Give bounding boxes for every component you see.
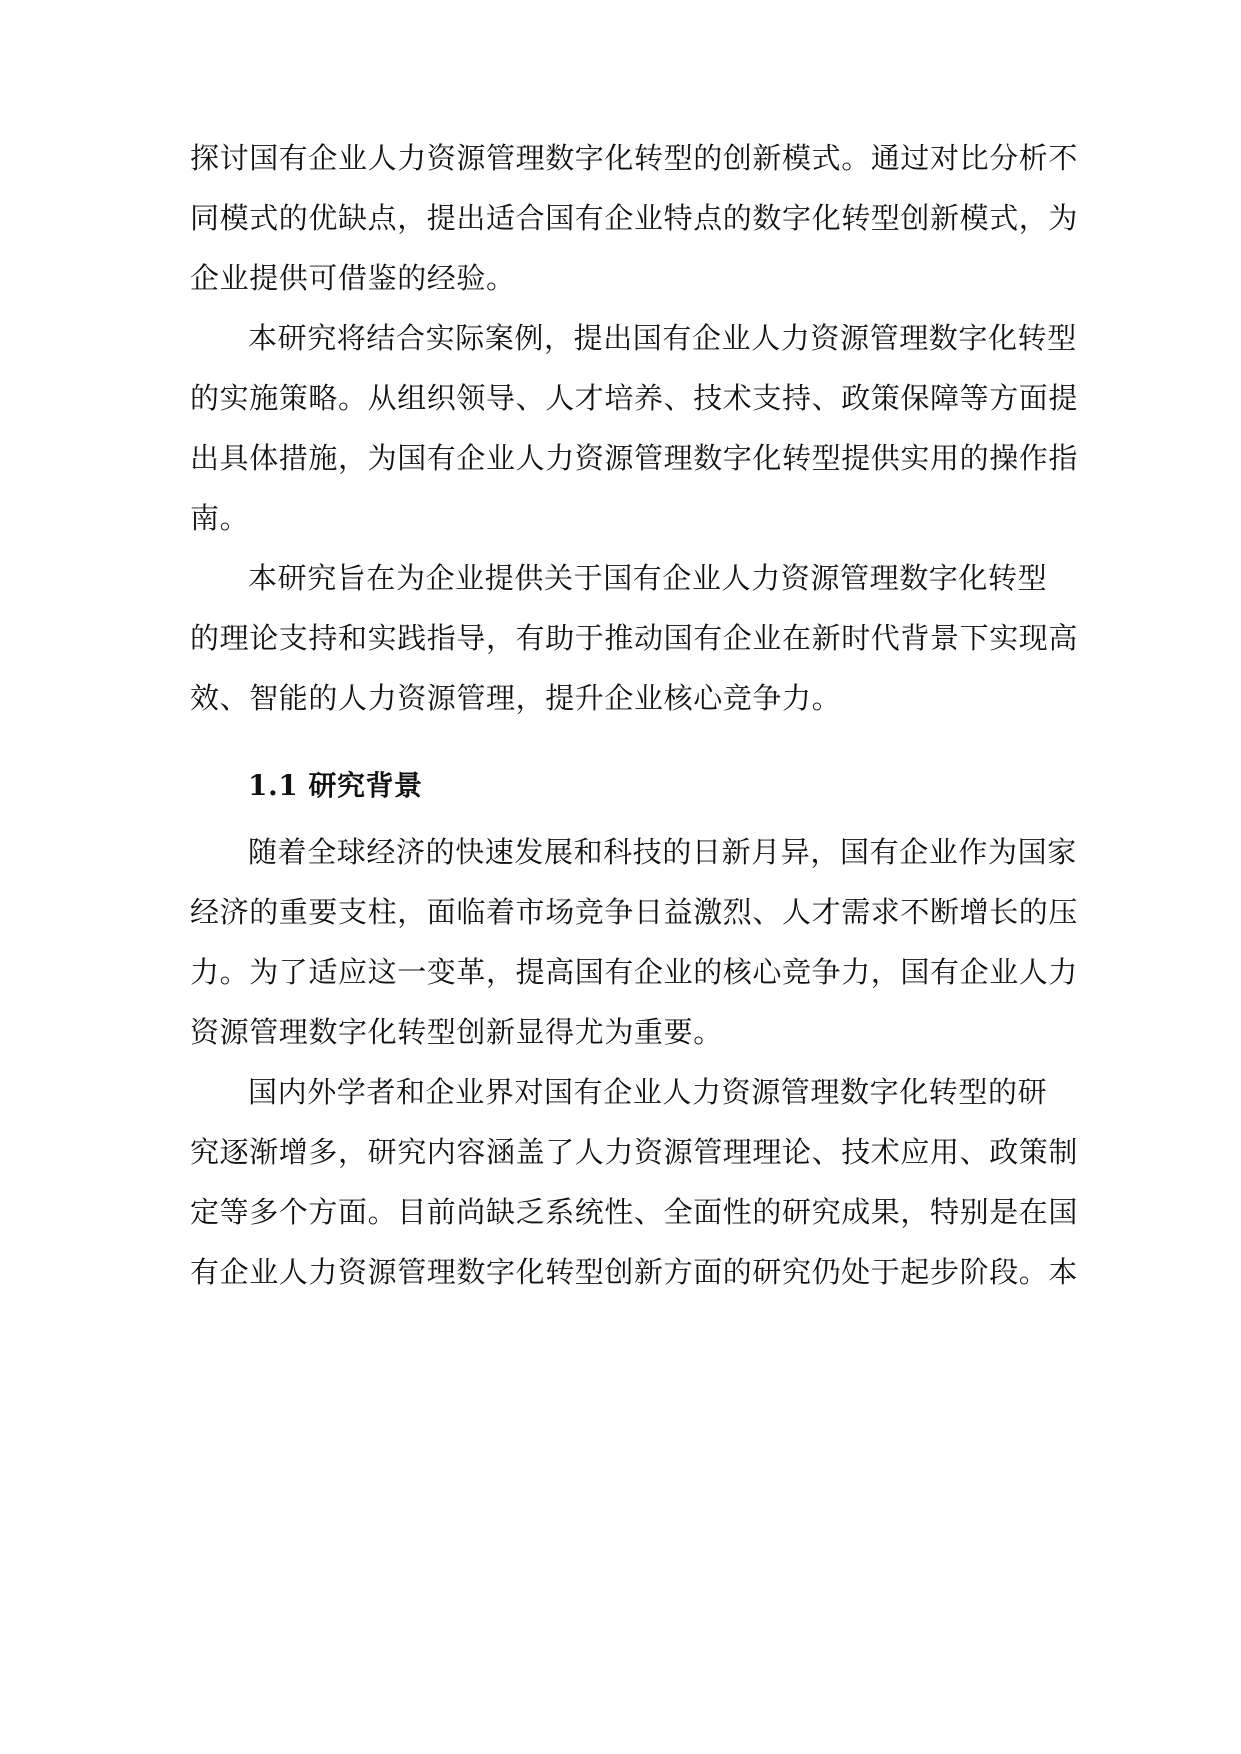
paragraph-1-line-2: 同模式的优缺点，提出适合国有企业特点的数字化转型创新模式，为	[190, 201, 1079, 235]
paragraph-2-line-4: 南。	[190, 501, 250, 535]
section-paragraph-2-line-3: 定等多个方面。目前尚缺乏系统性、全面性的研究成果，特别是在国	[190, 1195, 1079, 1229]
paragraph-1-line-3: 企业提供可借鉴的经验。	[190, 261, 516, 295]
section-paragraph-1-line-2: 经济的重要支柱，面临着市场竞争日益激烈、人才需求不断增长的压	[190, 895, 1079, 929]
section-paragraph-1-line-3: 力。为了适应这一变革，提高国有企业的核心竞争力，国有企业人力	[190, 955, 1079, 989]
section-paragraph-1-line-4: 资源管理数字化转型创新显得尤为重要。	[190, 1015, 723, 1049]
paragraph-3-line-2: 的理论支持和实践指导，有助于推动国有企业在新时代背景下实现高	[190, 621, 1079, 655]
paragraph-2-line-2: 的实施策略。从组织领导、人才培养、技术支持、政策保障等方面提	[190, 381, 1079, 415]
paragraph-3-line-3: 效、智能的人力资源管理，提升企业核心竞争力。	[190, 681, 842, 715]
section-paragraph-2-line-4: 有企业人力资源管理数字化转型创新方面的研究仍处于起步阶段。本	[190, 1255, 1079, 1289]
section-paragraph-2-line-2: 究逐渐增多，研究内容涵盖了人力资源管理理论、技术应用、政策制	[190, 1135, 1079, 1169]
section-heading: 1.1 研究背景	[248, 769, 423, 802]
paragraph-3-line-1: 本研究旨在为企业提供关于国有企业人力资源管理数字化转型	[248, 561, 1048, 595]
paragraph-2-line-3: 出具体措施，为国有企业人力资源管理数字化转型提供实用的操作指	[190, 441, 1079, 475]
section-paragraph-1-line-1: 随着全球经济的快速发展和科技的日新月异，国有企业作为国家	[248, 835, 1077, 869]
paragraph-1-line-1: 探讨国有企业人力资源管理数字化转型的创新模式。通过对比分析不	[190, 141, 1079, 175]
paragraph-2-line-1: 本研究将结合实际案例，提出国有企业人力资源管理数字化转型	[248, 321, 1077, 355]
section-paragraph-2-line-1: 国内外学者和企业界对国有企业人力资源管理数字化转型的研	[248, 1075, 1048, 1109]
